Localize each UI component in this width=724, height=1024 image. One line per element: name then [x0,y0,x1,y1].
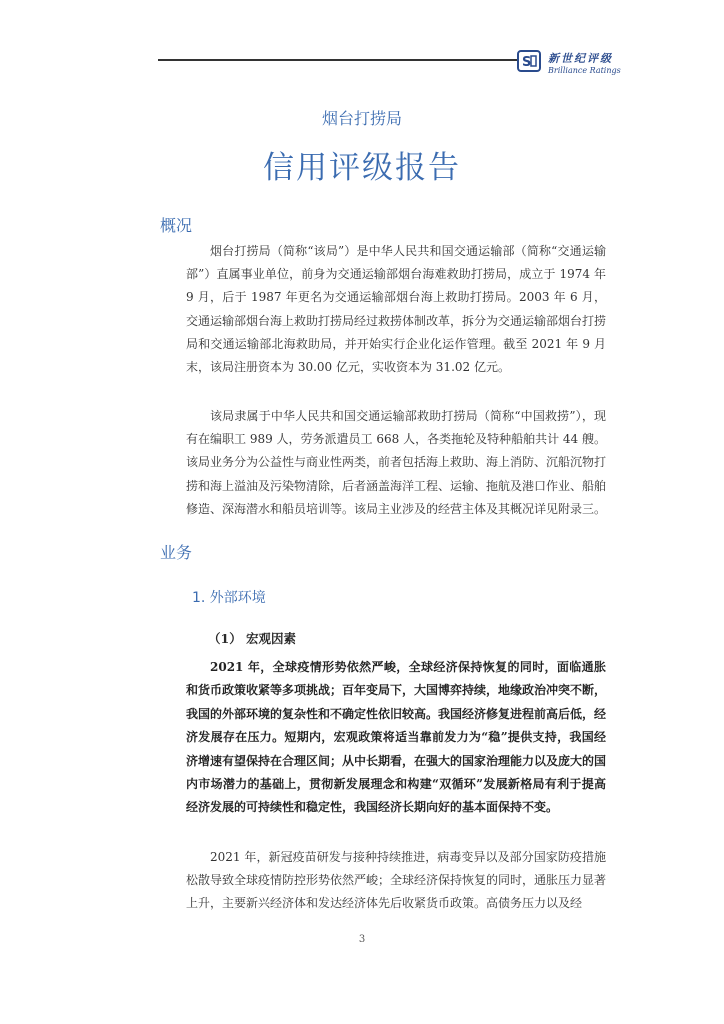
external-environment-heading: 1. 外部环境 [192,590,266,606]
report-subtitle: 烟台打捞局 [321,109,402,128]
brand-name-en: Brilliance Ratings [548,66,621,75]
business-heading: 业务 [160,543,193,562]
overview-heading: 概况 [160,216,193,235]
page-number: 3 [358,934,366,945]
overview-paragraph-1: 烟台打捞局（简称“该局”）是中华人民共和国交通运输部（简称“交通运输部”）直属事业单位，前身为交通运输部烟台海难救助打捞局，成立于 1974 年 9 月，后于 1987 年更名为交通运输部烟台海上救助打捞局。2003 年 6 月，交通运输部烟台海上救助打捞局经过救捞体制改革，拆分为交通运输部烟台打捞局和交通运输部北海救助局，并开始实行企业化运作管理。截至 2021 年 9 月末，该局注册资本为 30.00 亿元，实收资本为 31.02 亿元。 [186,244,607,375]
report-title: 信用评级报告 [263,150,461,186]
macro-detail-paragraph: 2021 年，新冠疫苗研发与接种持续推进，病毒变异以及部分国家防疫措施松散导致全球疫情防控形势依然严峻；全球经济保持恢复的同时，通胀压力显著上升，主要新兴经济体和发达经济体先后收紧货币政策。高债务压力以及经 [186,850,607,911]
overview-paragraph-2: 该局隶属于中华人民共和国交通运输部救助打捞局（简称“中国救捞”），现有在编职工 989 人，劳务派遣员工 668 人，各类拖轮及特种船舶共计 44 艘。该局业务分为公益性与商业性两类，前者包括海上救助、海上消防、沉船沉物打捞和海上溢油及污染物清除，后者涵盖海洋工程、运输、拖航及港口作业、船舶修造、深海潜水和船员培训等。该局主业涉及的经营主体及其概况详见附录三。 [186,409,607,516]
brand-name-cn: 新世纪评级 [548,52,613,65]
macro-factors-heading: （1） 宏观因素 [208,631,297,646]
svg-text:S: S [522,55,532,69]
brand-logo-icon [517,50,541,72]
header-rule [158,59,518,61]
macro-summary-paragraph: 2021 年，全球疫情形势依然严峻，全球经济保持恢复的同时，面临通胀和货币政策收紧等多项挑战；百年变局下，大国博弈持续，地缘政治冲突不断，我国的外部环境的复杂性和不确定性依旧较高。我国经济修复进程前高后低，经济发展存在压力。短期内，宏观政策将适当靠前发力为“稳”提供支持，我国经济增速有望保持在合理区间；从中长期看，在强大的国家治理能力以及庞大的国内市场潜力的基础上，贯彻新发展理念和构建“双循环”发展新格局有利于提高经济发展的可持续性和稳定性，我国经济长期向好的基本面保持不变。 [186,660,607,815]
